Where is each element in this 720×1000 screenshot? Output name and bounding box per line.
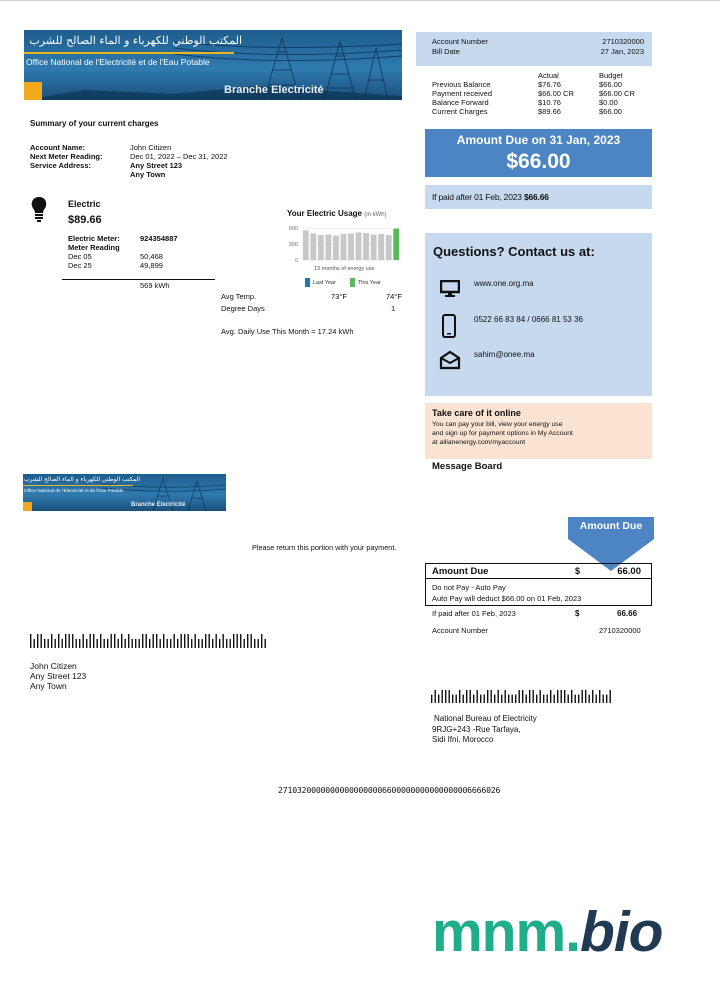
barcode-bar <box>198 639 199 648</box>
barcode-bar <box>261 634 262 648</box>
chart-bar <box>303 230 309 260</box>
barcode-bar <box>177 639 178 648</box>
summary-row <box>30 170 290 179</box>
barcode-bar <box>582 690 583 703</box>
weather-row <box>221 304 405 316</box>
barcode-bar <box>167 639 168 648</box>
barcode-bar <box>606 695 607 703</box>
reading-value: 50,468 <box>140 252 163 261</box>
barcode-bar <box>44 639 45 648</box>
envelope-icon <box>439 350 461 370</box>
barcode-bar <box>554 695 555 703</box>
monitor-icon <box>440 280 460 298</box>
barcode-bar <box>135 639 136 648</box>
balance-label: Current Charges <box>432 107 488 116</box>
barcode-bar <box>93 634 94 648</box>
banner-branch: Branche Electricité <box>224 84 324 96</box>
barcode-bar <box>30 634 31 648</box>
account-number: 2710320000 <box>602 37 644 46</box>
amount-due-value: $66.00 <box>506 150 571 173</box>
barcode-bar <box>536 695 537 703</box>
barcode-bar <box>512 695 513 703</box>
barcode-bar <box>442 690 443 703</box>
barcode-bar <box>487 690 488 703</box>
barcode-bar <box>498 690 499 703</box>
balance-label: Balance Forward <box>432 98 489 107</box>
online-line: and sign up for payment options in My Account <box>432 430 573 437</box>
late-payment-box <box>425 185 652 209</box>
meter-row <box>68 234 218 243</box>
barcode-bar <box>65 634 66 648</box>
barcode-bar <box>174 634 175 648</box>
legend-label-this: This Year <box>357 279 381 286</box>
bureau-line: 9RJG+243 -Rue Tarfaya, <box>432 725 521 734</box>
barcode-bar <box>163 634 164 648</box>
chart-bar <box>318 235 324 260</box>
balance-label: Payment received <box>432 89 493 98</box>
meter-table <box>68 234 218 270</box>
balance-budget: $66.00 CR <box>599 89 635 98</box>
chart-bar <box>393 229 399 260</box>
customer-line: Any Street 123 <box>30 671 87 681</box>
late-payment-amount: $66.66 <box>523 192 549 202</box>
balance-actual: $76.76 <box>538 80 561 89</box>
balance-row <box>432 80 652 89</box>
chart-bar <box>310 233 316 260</box>
lightbulb-icon <box>30 196 48 222</box>
barcode-bar <box>51 634 52 648</box>
reading-value: 49,899 <box>140 261 163 270</box>
barcode-bar <box>146 634 147 648</box>
barcode-bar <box>79 639 80 648</box>
online-text <box>432 420 573 447</box>
account-number-label: Account Number <box>432 37 488 46</box>
barcode-bar <box>596 695 597 703</box>
chart-title-text: Your Electric Usage <box>287 209 362 218</box>
stub-due-label: Amount Due <box>432 566 489 577</box>
barcode-bar <box>233 634 234 648</box>
barcode-bar <box>519 690 520 703</box>
phone-icon <box>442 314 456 338</box>
barcode-bar <box>170 639 171 648</box>
summary-title: Summary of your current charges <box>30 119 159 128</box>
bureau-address <box>432 713 537 744</box>
summary-row <box>30 161 290 170</box>
chart-bar <box>325 235 331 261</box>
customer-address <box>30 661 86 691</box>
summary-value: Any Town <box>130 170 166 179</box>
barcode-bar <box>223 634 224 648</box>
barcode-bar <box>589 695 590 703</box>
barcode-bar <box>505 690 506 703</box>
barcode-bar <box>195 634 196 648</box>
barcode-bar <box>69 634 70 648</box>
contact-title: Questions? Contact us at: <box>433 244 595 259</box>
stub-amount-box <box>425 563 652 606</box>
summary-row <box>30 143 290 152</box>
watermark-part-2: bio <box>580 900 663 964</box>
banner-orange-square <box>24 82 42 100</box>
meter-number: 924354887 <box>140 234 178 243</box>
contact-web[interactable]: www.one.org.ma <box>474 279 534 288</box>
stub-late-label: If paid after 01 Feb, 2023 <box>432 609 516 618</box>
balance-header <box>432 71 652 80</box>
balance-budget: $66.00 <box>599 107 622 116</box>
contact-phone: 0522 66 83 84 / 0666 81 53 36 <box>474 315 583 324</box>
summary-list <box>30 143 290 179</box>
electric-amount: $89.66 <box>68 214 102 226</box>
balance-actual: $89.66 <box>538 107 561 116</box>
barcode-bar <box>184 634 185 648</box>
online-line: You can pay your bill, view your energy use <box>432 421 563 428</box>
barcode-bar <box>226 639 227 648</box>
late-payment-text <box>432 192 549 202</box>
stub-banner-arabic: المكتب الوطني للكهرباء و الماء الصالح للشرب <box>24 476 140 483</box>
chart-tick-label: 300 <box>288 242 298 249</box>
barcode-bar <box>515 695 516 703</box>
barcode-bar <box>58 634 59 648</box>
chart-unit: (in kWh) <box>364 212 387 218</box>
barcode-bar <box>529 690 530 703</box>
electric-title: Electric <box>68 199 101 209</box>
barcode-bar <box>139 639 140 648</box>
stub-autopay-text: Auto Pay will deduct $66.00 on 01 Feb, 2023 <box>432 594 582 603</box>
balance-actual: $10.76 <box>538 98 561 107</box>
barcode-bar <box>561 690 562 703</box>
barcode-bar <box>491 690 492 703</box>
stub-banner <box>23 474 226 511</box>
barcode-bar <box>247 634 248 648</box>
barcode-bar <box>216 634 217 648</box>
barcode-bar <box>251 634 252 648</box>
barcode-bar <box>132 639 133 648</box>
barcode-bar <box>484 695 485 703</box>
barcode-bar <box>41 634 42 648</box>
watermark-logo <box>432 900 663 964</box>
daily-use: Avg. Daily Use This Month = 17.24 kWh <box>221 327 354 336</box>
online-line[interactable]: at allianenergy.com/myaccount <box>432 439 526 446</box>
barcode-bar <box>508 695 509 703</box>
summary-label: Next Meter Reading: <box>30 152 103 161</box>
barcode-bar <box>473 695 474 703</box>
stub-due-row <box>426 564 651 579</box>
barcode-bar <box>128 634 129 648</box>
balance-table <box>432 71 652 116</box>
barcode-bar <box>564 690 565 703</box>
barcode-bar <box>480 695 481 703</box>
company-banner <box>24 30 402 100</box>
chart-bar <box>356 232 362 260</box>
barcode-bar <box>62 639 63 648</box>
weather-label: Degree Days <box>221 304 265 313</box>
barcode-bar <box>449 690 450 703</box>
barcode-bar <box>459 690 460 703</box>
stub-due-value: 66.00 <box>617 566 641 577</box>
barcode-bar <box>34 639 35 648</box>
legend-swatch-this <box>350 278 355 287</box>
summary-label: Service Address: <box>30 161 92 170</box>
barcode-bar <box>533 690 534 703</box>
balance-col-budget: Budget <box>599 71 623 80</box>
barcode-bar <box>156 634 157 648</box>
barcode-bar <box>501 695 502 703</box>
barcode-bar <box>90 634 91 648</box>
barcode-bar <box>237 634 238 648</box>
stub-due-currency: $ <box>575 566 581 576</box>
barcode-bar <box>202 639 203 648</box>
banner-gold-rule <box>24 52 234 54</box>
barcode-bar <box>265 639 266 648</box>
stub-late-value: 66.66 <box>617 609 638 618</box>
barcode-bar <box>435 690 436 703</box>
barcode-bar <box>578 695 579 703</box>
balance-row <box>432 107 652 116</box>
barcode-bar <box>104 639 105 648</box>
weather-table <box>221 292 405 316</box>
barcode-bar <box>76 639 77 648</box>
barcode-bar <box>456 695 457 703</box>
chart-bar <box>348 233 354 260</box>
barcode-bar <box>111 634 112 648</box>
summary-value: Dec 01, 2022 – Dec 31, 2022 <box>130 152 228 161</box>
barcode-bar <box>107 639 108 648</box>
barcode-bar <box>121 634 122 648</box>
barcode-bar <box>153 634 154 648</box>
stub-banner-branch: Branche Electricité <box>131 502 186 508</box>
customer-line: Any Town <box>30 681 67 691</box>
barcode-bar <box>240 634 241 648</box>
barcode-bar <box>522 690 523 703</box>
barcode-bar <box>258 639 259 648</box>
barcode-bar <box>438 695 439 703</box>
reading-row <box>68 252 218 261</box>
chart-bar <box>333 236 339 260</box>
barcode-bar <box>181 634 182 648</box>
barcode-bar <box>445 690 446 703</box>
stub-banner-gold-rule <box>23 485 133 486</box>
barcode-bar <box>48 639 49 648</box>
barcode-bar <box>37 634 38 648</box>
reading-date: Dec 05 <box>68 252 92 261</box>
online-title: Take care of it online <box>432 408 521 418</box>
barcode-bar <box>477 690 478 703</box>
barcode-bar <box>118 639 119 648</box>
account-box <box>416 32 652 66</box>
chart-bar <box>341 234 347 260</box>
chart-bar <box>363 233 369 260</box>
stub-banner-french: Office National de l'Electricité et de l'Eau Potable <box>24 488 124 493</box>
balance-row <box>432 98 652 107</box>
barcode-bar <box>547 695 548 703</box>
balance-row <box>432 89 652 98</box>
weather-value-2: 74°F <box>386 292 402 301</box>
barcode-bar <box>466 690 467 703</box>
meter-label: Electric Meter: <box>68 234 120 243</box>
weather-label: Avg Temp. <box>221 292 257 301</box>
weather-value-1: 73°F <box>331 292 347 301</box>
chart-caption: 13 months of energy use <box>314 266 375 272</box>
message-board-title: Message Board <box>432 461 503 472</box>
barcode-bar <box>568 695 569 703</box>
barcode-bar <box>212 639 213 648</box>
weather-value-1 <box>331 304 386 316</box>
chart-bar <box>386 235 392 260</box>
barcode-bar <box>100 634 101 648</box>
bureau-line: National Bureau of Electricity <box>434 714 537 723</box>
summary-label <box>30 170 130 179</box>
balance-budget: $0.00 <box>599 98 618 107</box>
balance-actual: $66.00 CR <box>538 89 574 98</box>
barcode-bar <box>452 695 453 703</box>
online-box <box>425 403 652 459</box>
barcode-bar <box>526 695 527 703</box>
balance-budget: $66.00 <box>599 80 622 89</box>
weather-value-2: 1 <box>391 304 396 313</box>
barcode-bar <box>540 690 541 703</box>
barcode-bar <box>543 695 544 703</box>
summary-row <box>30 152 290 161</box>
barcode-bar <box>188 634 189 648</box>
summary-label: Account Name: <box>30 143 86 152</box>
amount-due-title: Amount Due on 31 Jan, 2023 <box>456 133 621 147</box>
barcode-bar <box>219 639 220 648</box>
barcode-bar <box>603 695 604 703</box>
summary-value: John Citizen <box>130 143 172 152</box>
barcode-bar <box>550 690 551 703</box>
chart-title <box>287 209 387 220</box>
bureau-line: Sidi Ifni, Morocco <box>432 735 494 744</box>
barcode-bar <box>599 690 600 703</box>
banner-french-name: Office National de l'Electricité et de l'Eau Potable <box>26 57 210 67</box>
postal-barcode-left <box>30 634 270 648</box>
barcode-bar <box>592 690 593 703</box>
barcode-bar <box>494 695 495 703</box>
postal-barcode-right <box>431 690 613 703</box>
barcode-bar <box>610 690 611 703</box>
barcode-bar <box>244 639 245 648</box>
barcode-bar <box>191 639 192 648</box>
return-note: Please return this portion with your payment. <box>252 543 397 552</box>
stub-late-currency: $ <box>575 609 580 618</box>
banner-arabic-name: المكتب الوطني للكهرباء و الماء الصالح للشرب <box>29 34 242 47</box>
barcode-bar <box>431 695 432 703</box>
barcode-bar <box>114 634 115 648</box>
watermark-part-1: mnm. <box>432 900 581 964</box>
contact-box <box>425 233 652 396</box>
amount-due-arrow-label: Amount Due <box>579 520 643 532</box>
barcode-bar <box>585 690 586 703</box>
meter-total-kwh: 569 kWh <box>140 281 170 290</box>
barcode-bar <box>557 690 558 703</box>
barcode-bar <box>571 690 572 703</box>
stub-autopay-title: Do not Pay - Auto Pay <box>432 583 506 592</box>
barcode-bar <box>125 639 126 648</box>
stub-banner-orange-square <box>23 502 32 511</box>
barcode-bar <box>205 634 206 648</box>
chart-bar <box>371 235 377 261</box>
barcode-bar <box>55 639 56 648</box>
barcode-bar <box>97 639 98 648</box>
barcode-bar <box>230 639 231 648</box>
amount-due-box <box>425 129 652 177</box>
barcode-bar <box>254 639 255 648</box>
stub-account-label: Account Number <box>432 626 488 635</box>
chart-tick-label: 600 <box>288 226 298 233</box>
balance-col-actual: Actual <box>538 71 559 80</box>
barcode-bar <box>86 639 87 648</box>
meter-total-rule <box>62 279 215 280</box>
bill-date: 27 Jan, 2023 <box>600 47 644 56</box>
customer-line: John Citizen <box>30 661 77 671</box>
barcode-bar <box>209 634 210 648</box>
legend-swatch-last <box>305 278 310 287</box>
summary-value: Any Street 123 <box>130 161 183 170</box>
reading-date: Dec 25 <box>68 261 92 270</box>
bill-date-label: Bill Date <box>432 47 460 56</box>
contact-email[interactable]: sahim@onee.ma <box>474 350 535 359</box>
barcode-bar <box>142 634 143 648</box>
legend-label-last: Last Year <box>313 279 336 286</box>
meter-reading-label: Meter Reading <box>68 243 120 252</box>
barcode-bar <box>160 639 161 648</box>
barcode-bar <box>149 639 150 648</box>
chart-legend <box>305 278 381 287</box>
weather-row <box>221 292 405 304</box>
barcode-bar <box>72 634 73 648</box>
barcode-bar <box>470 690 471 703</box>
top-rule <box>0 0 720 1</box>
late-payment-label: If paid after 01 Feb, 2023 <box>432 192 522 202</box>
chart-bar <box>378 234 384 260</box>
barcode-bar <box>83 634 84 648</box>
scan-line: 27103200000000000000006600000000000000006666026 <box>278 785 501 795</box>
barcode-bar <box>575 695 576 703</box>
barcode-bar <box>463 695 464 703</box>
chart-tick-label: 0 <box>294 258 298 264</box>
balance-label: Previous Balance <box>432 80 491 89</box>
reading-row <box>68 261 218 270</box>
stub-account-value: 2710320000 <box>599 626 641 635</box>
